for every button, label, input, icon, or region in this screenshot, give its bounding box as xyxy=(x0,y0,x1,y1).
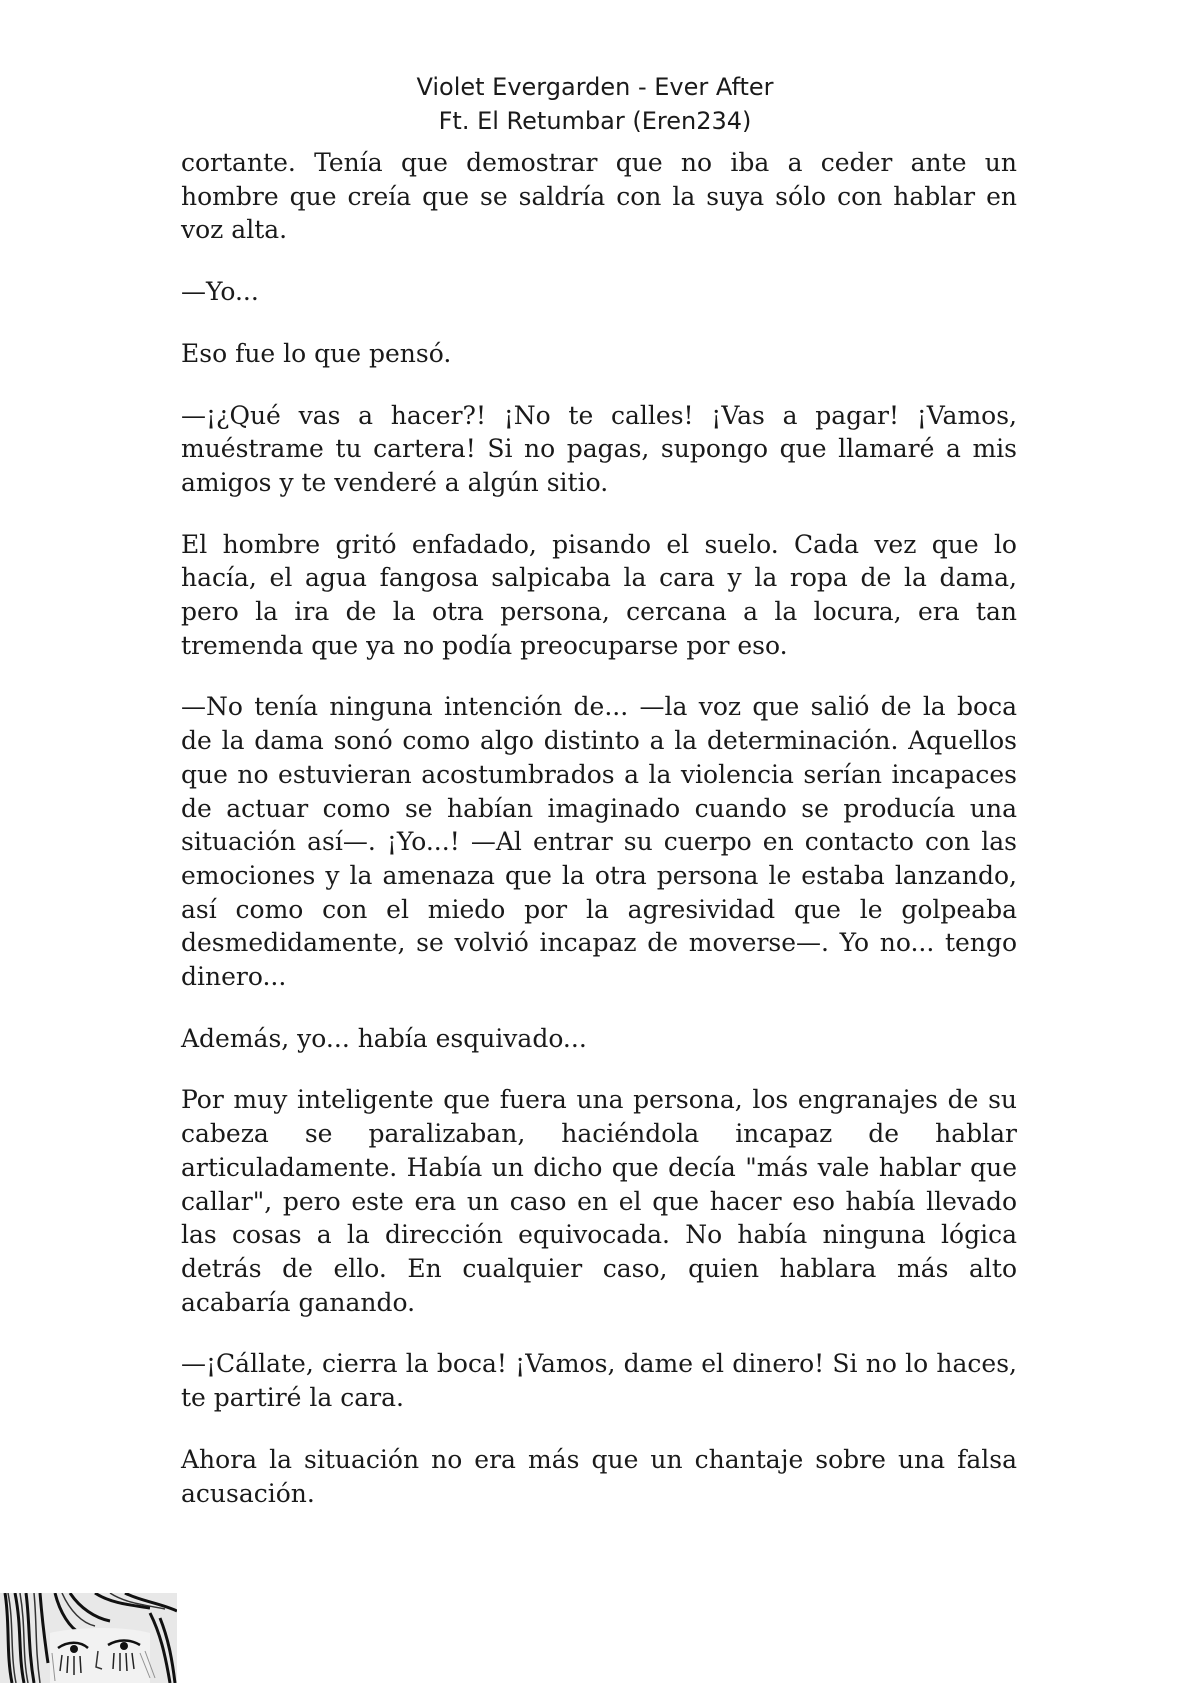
paragraph: cortante. Tenía que demostrar que no iba a ceder ante un hombre que creía que se saldría con la suya sólo con hablar en voz alta. xyxy=(181,148,1017,245)
paragraph: —Yo... xyxy=(181,277,259,307)
paragraph: Eso fue lo que pensó. xyxy=(181,338,452,368)
paragraph: Ahora la situación no era más que un chantaje sobre una falsa acusación. xyxy=(181,1444,1017,1508)
paragraph: —No tenía ninguna intención de... —la voz que salió de la boca de la dama sonó como algo distinto a la determinación. Aquellos que no estuvieran acostumbrados a la violencia serían incapaces de actuar como se habían imaginado cuando se producía una situación así—. ¡Yo...! —Al entrar su cuerpo en contacto con las emociones y la amenaza que la otra persona le estaba lanzando, así como con el miedo por la agresividad que le golpeaba desmedidamente, se volvió incapaz de moverse—. Yo no... tengo dinero... xyxy=(181,692,1017,992)
paragraph: El hombre gritó enfadado, pisando el suelo. Cada vez que lo hacía, el agua fangosa salpicaba la cara y la ropa de la dama, pero la ira de la otra persona, cercana a la locura, era tan tremenda que ya no podía preocuparse por eso. xyxy=(181,529,1017,660)
body-text xyxy=(181,146,1017,1538)
document-subtitle: Ft. El Retumbar (Eren234) xyxy=(438,107,752,135)
paragraph: Además, yo... había esquivado... xyxy=(181,1023,587,1053)
paragraph: —¡¿Qué vas a hacer?! ¡No te calles! ¡Vas a pagar! ¡Vamos, muéstrame tu cartera! Si no pagas, supongo que llamaré a mis amigos y te venderé a algún sitio. xyxy=(181,400,1017,497)
page-header xyxy=(0,70,1190,138)
paragraph: —¡Cállate, cierra la boca! ¡Vamos, dame el dinero! Si no lo haces, te partiré la cara. xyxy=(181,1349,1017,1413)
manga-character-portrait-icon xyxy=(0,1593,177,1683)
document-title: Violet Evergarden - Ever After xyxy=(416,73,774,101)
paragraph: Por muy inteligente que fuera una persona, los engranajes de su cabeza se paralizaban, haciéndola incapaz de hablar articuladamente. Había un dicho que decía "más vale hablar que callar", pero este era un caso en el que hacer eso había llevado las cosas a la dirección equivocada. No había ninguna lógica detrás de ello. En cualquier caso, quien hablara más alto acabaría ganando. xyxy=(181,1085,1017,1317)
